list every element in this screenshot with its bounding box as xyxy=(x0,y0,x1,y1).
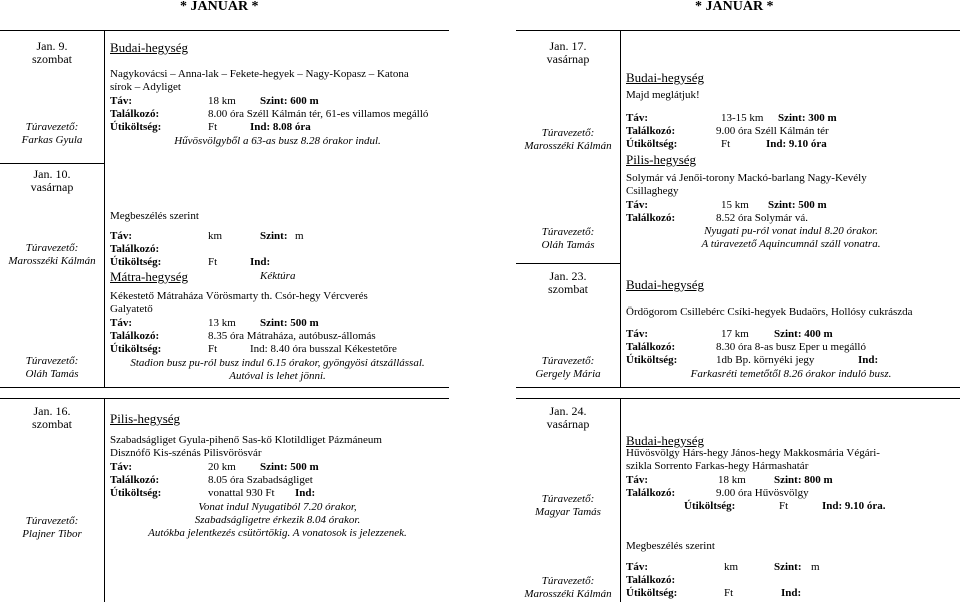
jan23-note: Farkasréti temetőtől 8.26 órakor induló busz. xyxy=(690,368,892,380)
jan17-tav1: 13-15 km xyxy=(721,112,764,124)
jan10-talalkozo: 8.35 óra Mátraháza, autóbusz-állomás xyxy=(208,330,376,342)
jan16-leader-label: Túravezető: xyxy=(25,515,79,527)
jan10-leader-label-1: Túravezető: xyxy=(25,242,79,254)
jan24-tav: 18 km xyxy=(718,474,746,486)
jan9-ind: Ind: 8.08 óra xyxy=(250,121,311,133)
jan10-talalkozo-label: Találkozó: xyxy=(110,330,160,342)
jan24-blank-km: km xyxy=(724,561,739,573)
jan17-tav1-label: Táv: xyxy=(626,112,648,124)
jan17-leader-label-2: Túravezető: xyxy=(541,226,595,238)
col-divider-bl xyxy=(104,398,105,602)
jan9-date: Jan. 9. xyxy=(36,39,68,53)
jan9-tav-label: Táv: xyxy=(110,95,132,107)
jan24-leader-1: Magyar Tamás xyxy=(535,506,601,518)
jan24-leader-label-2: Túravezető: xyxy=(541,575,595,587)
jan24-talalkozo: 9.00 óra Hűvösvölgy xyxy=(716,487,809,499)
jan10-route-1: Kékestető Mátraháza Vörösmarty th. Csór-hegy Vércverés xyxy=(110,290,368,302)
jan24-blank-ind: Ind: xyxy=(781,587,802,599)
jan10-tav-label: Táv: xyxy=(110,317,132,329)
jan10-megbeszeles: Megbeszélés szerint xyxy=(110,210,199,222)
jan17-ind1: Ind: 9.10 óra xyxy=(766,138,827,150)
col-divider-br xyxy=(620,398,621,602)
jan17-ft1: Ft xyxy=(721,138,731,150)
jan16-talalkozo-label: Találkozó: xyxy=(110,474,160,486)
jan10-blank-ind: Ind: xyxy=(250,256,271,268)
jan10-date: Jan. 10. xyxy=(33,167,71,181)
jan23-tav-label: Táv: xyxy=(626,328,648,340)
jan23-talalkozo-label: Találkozó: xyxy=(626,341,676,353)
date-sep-left xyxy=(0,163,104,164)
jan16-tav: 20 km xyxy=(208,461,236,473)
col-divider-tr xyxy=(620,30,621,388)
jan17-leader-label-1: Túravezető: xyxy=(541,127,595,139)
jan16-note-2: Szabadságligetre érkezik 8.04 órakor. xyxy=(194,514,361,526)
jan9-utikoltseg-label: Útiköltség: xyxy=(110,121,162,133)
jan24-blank-tav-label: Táv: xyxy=(626,561,648,573)
jan16-talalkozo: 8.05 óra Szabadságliget xyxy=(208,474,313,486)
jan16-route-1: Szabadságliget Gyula-pihenő Sas-kő Klotildliget Pázmáneum xyxy=(110,434,382,446)
jan23-utikoltseg-label: Útiköltség: xyxy=(626,354,678,366)
jan23-utikoltseg: 1db Bp. környéki jegy xyxy=(716,354,815,366)
jan17-date: Jan. 17. xyxy=(549,39,587,53)
jan24-ind: Ind: 9.10 óra. xyxy=(822,500,886,512)
jan24-blank-ft: Ft xyxy=(724,587,734,599)
jan9-szint: Szint: 600 m xyxy=(260,95,319,107)
mid-rule-left xyxy=(0,387,449,388)
jan10-tav: 13 km xyxy=(208,317,236,329)
jan16-utikoltseg-label: Útiköltség: xyxy=(110,487,162,499)
jan9-leader: Farkas Gyula xyxy=(21,134,83,146)
date-sep-right xyxy=(516,263,620,264)
mid-rule-left-2 xyxy=(0,398,449,399)
jan9-route-1: Nagykovácsi – Anna-lak – Fekete-hegyek – Nagy-Kopasz – Katona xyxy=(110,68,409,80)
jan10-blank-m: m xyxy=(295,230,304,242)
jan17-title-1: Budai-hegység xyxy=(626,70,704,85)
jan9-note: Hűvösvölgyből a 63-as busz 8.28 órakor indul. xyxy=(174,135,381,147)
jan16-date: Jan. 16. xyxy=(33,404,71,418)
jan9-ft: Ft xyxy=(208,121,218,133)
jan10-utikoltseg-label: Útiköltség: xyxy=(110,343,162,355)
jan17-note-2: A túravezető Aquincumnál száll vonatra. xyxy=(701,238,881,250)
jan10-day: vasárnap xyxy=(30,180,74,194)
jan24-leader-2: Marosszéki Kálmán xyxy=(524,588,612,600)
jan17-talalkozo1: 9.00 óra Széll Kálmán tér xyxy=(716,125,829,137)
jan10-leader-2: Oláh Tamás xyxy=(25,368,79,380)
jan16-title: Pilis-hegység xyxy=(110,411,181,426)
jan17-utikoltseg1-label: Útiköltség: xyxy=(626,138,678,150)
jan10-title: Mátra-hegység xyxy=(110,269,188,284)
jan17-szint1: Szint: 300 m xyxy=(778,112,837,124)
jan24-route-1: Hűvösvölgy Hárs-hegy János-hegy Makkosmária Végári- xyxy=(626,447,880,459)
jan17-szint2: Szint: 500 m xyxy=(768,199,827,211)
jan24-blank-talalkozo-label: Találkozó: xyxy=(626,574,676,586)
jan23-szint: Szint: 400 m xyxy=(774,328,833,340)
jan10-subtitle: Kéktúra xyxy=(260,270,296,282)
jan16-route-2: Disznófő Kis-szénás Pilisvörösvár xyxy=(110,447,262,459)
jan17-note-1: Nyugati pu-ról vonat indul 8.20 órakor. xyxy=(704,225,878,237)
jan24-ft: Ft xyxy=(779,500,789,512)
jan16-note-1: Vonat indul Nyugatiból 7.20 órakor, xyxy=(198,501,357,513)
jan17-tav2: 15 km xyxy=(721,199,749,211)
jan10-blank-utikoltseg-label: Útiköltség: xyxy=(110,256,162,268)
jan24-date: Jan. 24. xyxy=(549,404,587,418)
jan17-talalkozo1-label: Találkozó: xyxy=(626,125,676,137)
jan17-leader-1: Marosszéki Kálmán xyxy=(524,140,612,152)
jan16-tav-label: Táv: xyxy=(110,461,132,473)
jan24-talalkozo-label: Találkozó: xyxy=(626,487,676,499)
jan9-talalkozo: 8.00 óra Széll Kálmán tér, 61-es villamos megálló xyxy=(208,108,429,120)
jan23-talalkozo: 8.30 óra 8-as busz Eper u megálló xyxy=(716,341,866,353)
jan17-tav2-label: Táv: xyxy=(626,199,648,211)
jan17-majd: Majd meglátjuk! xyxy=(626,89,700,101)
mid-rule-right-2 xyxy=(516,398,960,399)
jan24-title: Budai-hegység xyxy=(626,433,704,448)
jan24-route-2: szikla Sorrento Farkas-hegy Hármashatár xyxy=(626,460,809,472)
jan9-talalkozo-label: Találkozó: xyxy=(110,108,160,120)
jan17-title-2: Pilis-hegység xyxy=(626,152,697,167)
jan10-blank-tav-label: Táv: xyxy=(110,230,132,242)
jan9-route-2: sírok – Adyliget xyxy=(110,81,181,93)
jan10-blank-ft: Ft xyxy=(208,256,218,268)
jan24-blank-szint: Szint: xyxy=(774,561,802,573)
jan23-title: Budai-hegység xyxy=(626,277,704,292)
jan17-talalkozo2-label: Találkozó: xyxy=(626,212,676,224)
jan17-talalkozo2: 8.52 óra Solymár vá. xyxy=(716,212,808,224)
jan17-route-1: Solymár vá Jenői-torony Mackó-barlang Nagy-Kevély xyxy=(626,172,867,184)
jan9-tav: 18 km xyxy=(208,95,236,107)
jan9-title: Budai-hegység xyxy=(110,40,188,55)
jan16-szint: Szint: 500 m xyxy=(260,461,319,473)
jan10-ind: Ind: 8.40 óra busszal Kékestetőre xyxy=(250,343,397,355)
top-rule-left xyxy=(0,30,449,31)
jan24-leader-label-1: Túravezető: xyxy=(541,493,595,505)
mid-rule-right xyxy=(516,387,960,388)
col-divider-tl xyxy=(104,30,105,388)
jan10-blank-km: km xyxy=(208,230,223,242)
jan10-leader-label-2: Túravezető: xyxy=(25,355,79,367)
jan17-route-2: Csillaghegy xyxy=(626,185,679,197)
jan9-leader-label: Túravezető: xyxy=(25,121,79,133)
jan16-ind: Ind: xyxy=(295,487,316,499)
jan10-blank-talalkozo-label: Találkozó: xyxy=(110,243,160,255)
jan10-leader-1: Marosszéki Kálmán xyxy=(8,255,96,267)
jan17-leader-2: Oláh Tamás xyxy=(541,239,595,251)
jan23-ind: Ind: xyxy=(858,354,879,366)
jan17-day: vasárnap xyxy=(546,52,590,66)
jan24-day: vasárnap xyxy=(546,417,590,431)
jan10-blank-szint: Szint: xyxy=(260,230,288,242)
jan10-route-2: Galyatető xyxy=(110,303,153,315)
jan23-tav: 17 km xyxy=(721,328,749,340)
jan10-ft: Ft xyxy=(208,343,218,355)
jan24-utikoltseg-label: Útiköltség: xyxy=(684,500,736,512)
jan10-note-2: Autóval is lehet jönni. xyxy=(229,370,326,382)
jan23-route: Ördögorom Csillebérc Csíki-hegyek Budaörs, Hollósy cukrászda xyxy=(626,306,913,318)
jan16-day: szombat xyxy=(32,417,72,431)
jan16-leader: Plajner Tibor xyxy=(22,528,82,540)
header-left: * JANUÁR * xyxy=(180,0,259,14)
jan10-szint: Szint: 500 m xyxy=(260,317,319,329)
jan16-utikoltseg: vonattal 930 Ft xyxy=(208,487,275,499)
jan24-blank-utikoltseg-label: Útiköltség: xyxy=(626,587,678,599)
jan9-day: szombat xyxy=(32,52,72,66)
jan23-date: Jan. 23. xyxy=(549,269,587,283)
jan24-tav-label: Táv: xyxy=(626,474,648,486)
jan24-szint: Szint: 800 m xyxy=(774,474,833,486)
top-rule-right xyxy=(516,30,960,31)
jan23-leader-label: Túravezető: xyxy=(541,355,595,367)
header-right: * JANUÁR * xyxy=(695,0,774,14)
jan23-day: szombat xyxy=(548,282,588,296)
jan24-blank-m: m xyxy=(811,561,820,573)
jan10-note-1: Stadion busz pu-ról busz indul 6.15 órakor, gyöngyösi átszállással. xyxy=(130,357,425,369)
jan24-megbeszeles: Megbeszélés szerint xyxy=(626,540,715,552)
jan16-note-3: Autókba jelentkezés csütörtökig. A vonatosok is jelezzenek. xyxy=(148,527,407,539)
jan23-leader: Gergely Mária xyxy=(535,368,601,380)
